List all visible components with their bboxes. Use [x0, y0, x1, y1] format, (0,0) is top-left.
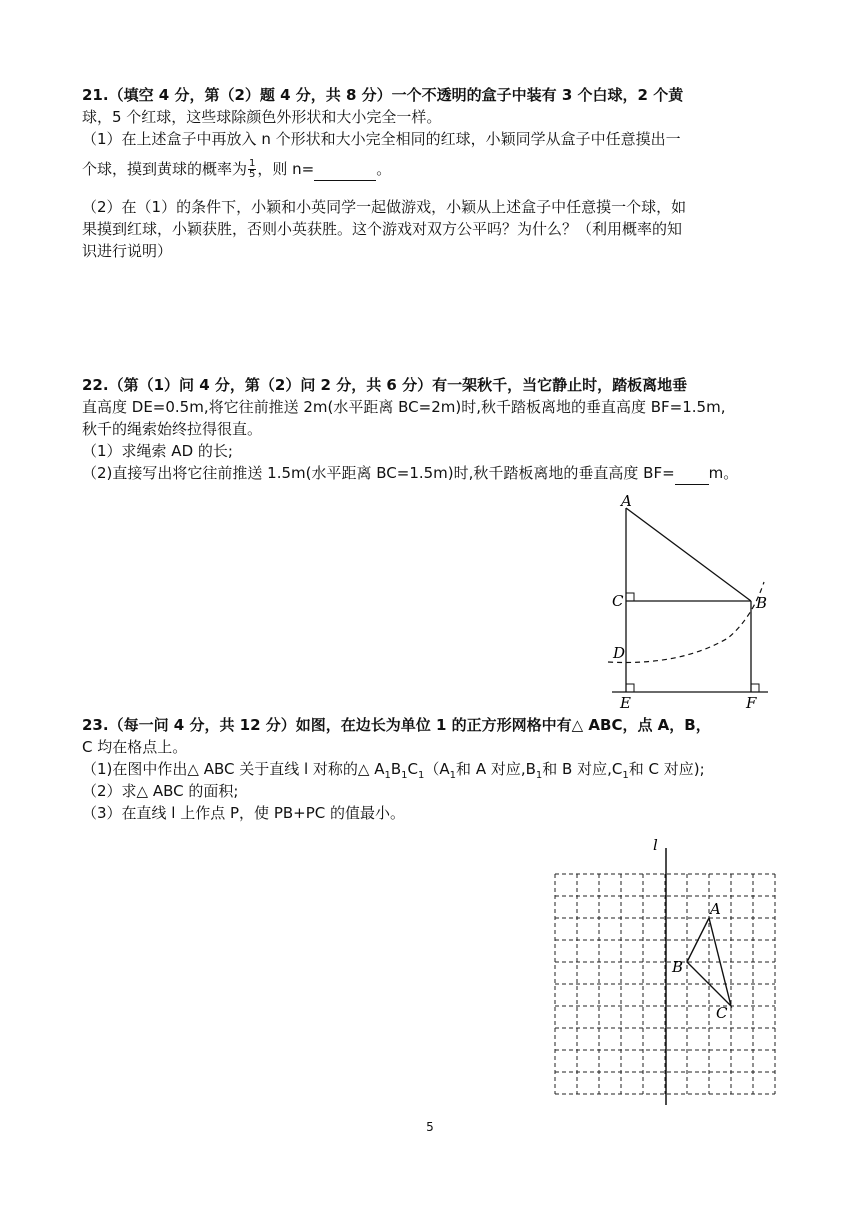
fraction-numerator: 1 — [249, 158, 256, 169]
q22-line-5 — [82, 462, 782, 485]
q21-line-7: 识进行说明） — [82, 242, 173, 260]
swing-figure — [600, 490, 780, 710]
q22-line-5-unit: m。 — [708, 464, 739, 482]
subscript: 1 — [622, 770, 629, 781]
q21-line-4-text: 个球，摸到黄球的概率为 — [82, 160, 248, 178]
q23-line-3-text: C — [407, 760, 419, 778]
line-label-l: l — [653, 836, 658, 854]
swing-arc — [608, 582, 764, 663]
square-grid — [555, 874, 775, 1094]
q23-line-3-text: B — [390, 760, 402, 778]
fraction-denominator: 5 — [249, 169, 256, 180]
point-label-C: C — [612, 592, 624, 610]
rope-line-AB — [626, 508, 751, 601]
q22-line-4: （1）求绳索 AD 的长; — [82, 442, 233, 460]
right-angle-E — [626, 684, 634, 692]
answer-blank-n[interactable] — [314, 158, 376, 181]
q23-line-3-text: 和 C 对应); — [628, 760, 705, 778]
answer-blank-bf[interactable] — [675, 462, 709, 485]
point-label-F: F — [746, 694, 757, 710]
subscript: 1 — [449, 770, 457, 781]
subscript: 1 — [401, 770, 408, 781]
q23-line-5: （3）在直线 l 上作点 P，使 PB+PC 的值最小。 — [82, 804, 406, 822]
right-angle-C — [626, 593, 634, 601]
page-number: 5 — [426, 1120, 434, 1134]
q23-line-3-text: （A — [424, 760, 450, 778]
right-angle-F — [751, 684, 759, 692]
q21-line-4-answer-prefix: ，则 n= — [257, 160, 315, 178]
q22-line-5-text: （2)直接写出将它往前推送 1.5m(水平距离 BC=1.5m)时,秋千踏板离地的垂直高度 BF= — [82, 464, 675, 482]
q22-line-3: 秋千的绳索始终拉得很直。 — [82, 420, 263, 438]
q23-line-2: C 均在格点上。 — [82, 738, 188, 756]
point-label-D: D — [613, 644, 626, 662]
subscript: 1 — [418, 770, 425, 781]
point-label-E: E — [620, 694, 631, 710]
q21-line-4 — [82, 158, 782, 181]
q21-line-4-end: 。 — [376, 160, 392, 178]
q23-line-1: 23.（每一问 4 分，共 12 分）如图，在边长为单位 1 的正方形网格中有△ ABC，点 A，B， — [82, 716, 711, 734]
q22-line-2: 直高度 DE=0.5m,将它往前推送 2m(水平距离 BC=2m)时,秋千踏板离地的垂直高度 BF=1.5m, — [82, 398, 726, 416]
point-label-B: B — [672, 958, 684, 976]
q21-line-5: （2）在（1）的条件下，小颖和小英同学一起做游戏，小颖从上述盒子中任意摸一个球，如 — [82, 198, 687, 216]
q21-line-2: 球，5 个红球，这些球除颜色外形状和大小完全一样。 — [82, 108, 442, 126]
q21-line-6: 果摸到红球，小颖获胜，否则小英获胜。这个游戏对双方公平吗？为什么？（利用概率的知 — [82, 220, 683, 238]
grid-figure — [550, 834, 780, 1109]
subscript: 1 — [384, 770, 391, 781]
subscript: 1 — [535, 770, 543, 781]
q23-line-3-text: 和 A 对应,B — [456, 760, 536, 778]
q21-line-3: （1）在上述盒子中再放入 n 个形状和大小完全相同的红球，小颖同学从盒子中任意摸出一 — [82, 130, 681, 148]
q23-line-4: （2）求△ ABC 的面积; — [82, 782, 239, 800]
point-label-C: C — [716, 1004, 728, 1022]
probability-fraction — [248, 159, 256, 180]
point-label-B: B — [756, 594, 768, 612]
q23-line-3-text: （1)在图中作出△ ABC 关于直线 l 对称的△ A — [82, 760, 385, 778]
point-label-A: A — [710, 900, 721, 918]
q22-line-1: 22.（第（1）问 4 分，第（2）问 2 分，共 6 分）有一架秋千，当它静止时，踏板离地垂 — [82, 376, 688, 394]
q23-line-3-text: 和 B 对应,C — [542, 760, 623, 778]
q21-line-1: 21.（填空 4 分，第（2）题 4 分，共 8 分）一个不透明的盒子中装有 3 个白球，2 个黄 — [82, 86, 684, 104]
point-label-A: A — [621, 492, 632, 510]
